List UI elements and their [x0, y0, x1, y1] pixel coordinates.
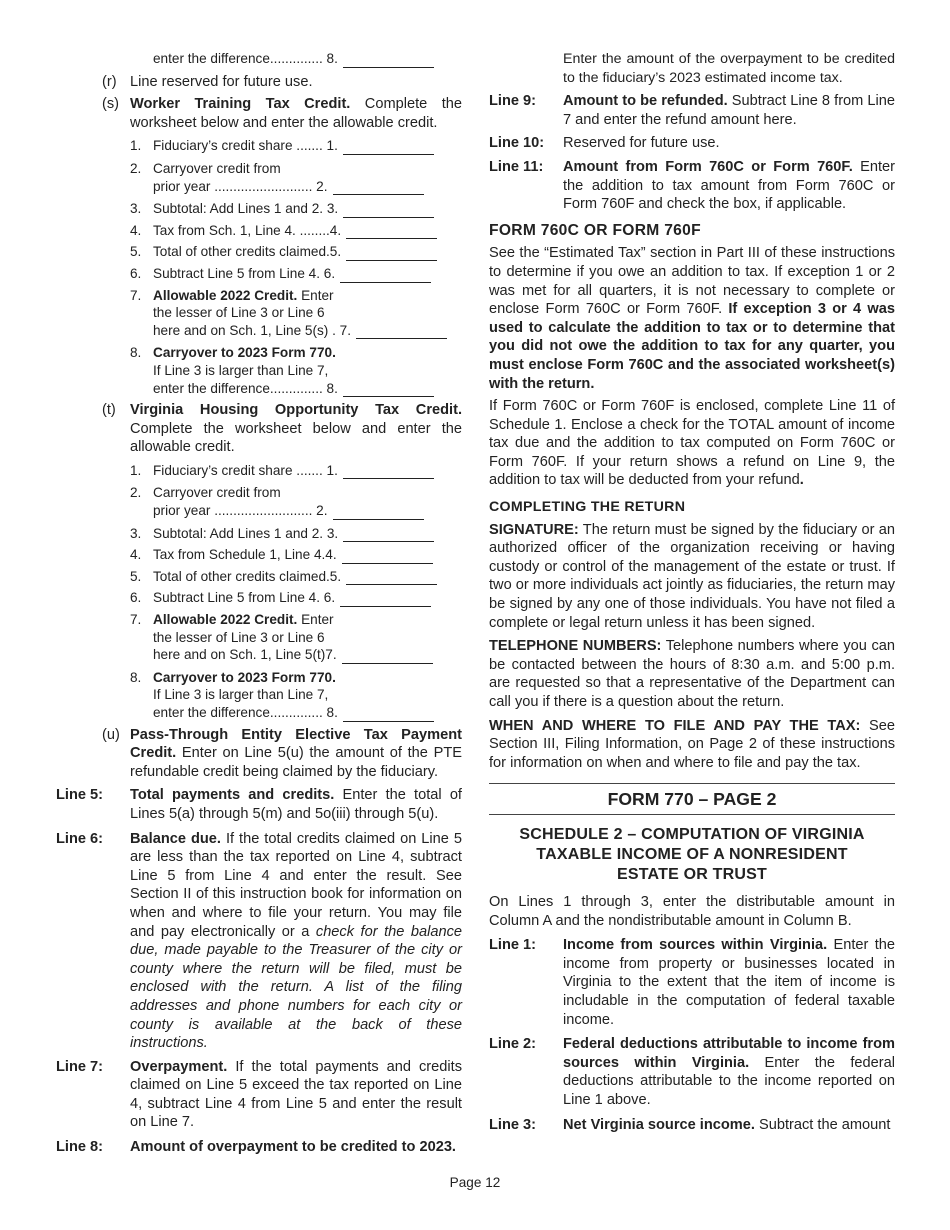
left-column: [56, 50, 462, 1157]
worksheet-row: 5. Total of other credits claimed.5.: [56, 568, 462, 586]
schedule-2-line-3: Line 3: Net Virginia source income. Subtract the amount: [489, 1116, 891, 1133]
item-s-title: Worker Training Tax Credit.: [130, 96, 351, 113]
entry-blank: [356, 324, 447, 339]
telephone-paragraph: TELEPHONE NUMBERS: Telephone numbers where you can be contacted between the hours of 8:30 a.m. and 5:00 p.m. are requested so that a representative of the Department can call you if there is a question about the return.: [489, 638, 896, 710]
worksheet-row: 2. Carryover credit from prior year .......................... 2.: [56, 484, 462, 519]
form-770-page-2-header: FORM 770 – PAGE 2: [607, 789, 777, 810]
entry-blank: [343, 707, 434, 722]
worksheet-row: 6. Subtract Line 5 from Line 4. 6.: [56, 589, 462, 607]
worksheet-row: 3. Subtotal: Add Lines 1 and 2. 3.: [56, 200, 462, 218]
schedule-2-heading: SCHEDULE 2 – COMPUTATION OF VIRGINIA TAXABLE INCOME OF A NONRESIDENT ESTATE OR TRUST: [519, 825, 865, 883]
line-11: Line 11: Amount from Form 760C or Form 760F. Enter the addition to tax amount from Form 760C or Form 760F and check the box, if applicable.: [489, 158, 896, 213]
form-760c-paragraph-2: If Form 760C or Form 760F is enclosed, complete Line 11 of Schedule 1. Enclose a check for the TOTAL amount of income tax due and the addition to tax computed on Form 760C or Form 760F. If your return shows a refund on Line 9, the addition to tax will be deducted from your refund.: [489, 398, 895, 489]
line-5: Line 5: Total payments and credits. Enter the total of Lines 5(a) through 5(m) and 5o(iii) through 5(u).: [56, 787, 462, 822]
entry-blank: [343, 464, 434, 479]
line-8-continued: Enter the amount of the overpayment to be credited to the fiduciary’s 2023 estimated income tax.: [563, 51, 895, 86]
entry-blank: [346, 224, 437, 239]
item-t-title: Virginia Housing Opportunity Tax Credit.: [130, 402, 462, 419]
signature-paragraph: SIGNATURE: The return must be signed by the fiduciary or an authorized officer of the organization receiving or having custody or control of the management of the estate or trust. If two or more individuals act jointly as fiduciaries, the return may be signed by any one of those individuals. You have not filed a complete or legal return unless it has been signed.: [489, 521, 895, 631]
line-10: Line 10: Reserved for future use.: [489, 135, 720, 152]
worksheet-row: 8. Carryover to 2023 Form 770. If Line 3 is larger than Line 7, enter the difference.............. 8.: [56, 344, 462, 397]
when-where-paragraph: WHEN AND WHERE TO FILE AND PAY THE TAX: See Section III, Filing Information, on Page 2 of these instructions for information on when and where to file and pay the tax.: [489, 717, 895, 771]
form-760c-paragraph: See the “Estimated Tax” section in Part III of these instructions to determine if you owe an addition to tax. If exception 1 or 2 was met for all quarters, it is not necessary to complete or enclose Form 760C or Form 760F. If exception 3 or 4 was used to calculate the addition to tax or to determine that you did not owe the addition to tax for any quarter, you must enclose Form 760C and the associated worksheet(s) with the return.: [489, 245, 895, 392]
entry-blank: [340, 268, 431, 283]
page-number: Page 12: [449, 1175, 501, 1190]
item-t: (t) Virginia Housing Opportunity Tax Credit. Complete the worksheet below and enter the allowable credit.: [102, 402, 462, 456]
entry-blank: [340, 592, 431, 607]
entry-blank: [343, 382, 434, 397]
item-u-title: Pass-Through Entity Elective Tax Payment Credit.: [130, 726, 462, 762]
worksheet-row: 6. Subtract Line 5 from Line 4. 6.: [56, 265, 462, 283]
line-6: Line 6: Balance due. If the total credits claimed on Line 5 are less than the tax reported on Line 4, subtract Line 5 from Line 4 and enter the result. See Section II of this instruction book for information on when and where to file your return. You may file and pay electronically or a check for the balance due, made payable to the Treasurer of the city or county where the return will be filed, must be enclosed with the return. A list of the filing addresses and phone numbers for each city or county is available at the back of these instructions.: [56, 830, 462, 1052]
worksheet-row: 1. Fiduciary’s credit share ....... 1.: [56, 137, 462, 155]
worksheet-row: 4. Tax from Schedule 1, Line 4.4.: [56, 546, 462, 564]
item-s: (s) Worker Training Tax Credit. Complete the worksheet below and enter the allowable credit.: [102, 96, 462, 131]
schedule-2-line-1: Line 1: Income from sources within Virginia. Enter the income from property or businesses located in Virginia to the extent that the item of income is includable in the computation of federal taxable income.: [489, 937, 895, 1028]
completing-return-heading: COMPLETING THE RETURN: [489, 499, 686, 516]
worksheet-row: 1. Fiduciary’s credit share ....... 1.: [56, 462, 462, 480]
line-9: Line 9: Amount to be refunded. Subtract Line 8 from Line 7 and enter the refund amount here.: [489, 93, 896, 128]
worksheet-q-line-8-tail: enter the difference.............. 8.: [56, 50, 462, 68]
entry-blank: [346, 570, 437, 585]
entry-blank: [342, 649, 433, 664]
item-u: (u) Pass-Through Entity Elective Tax Payment Credit. Enter on Line 5(u) the amount of the PTE refundable credit being claimed by the fiduciary.: [102, 726, 462, 780]
entry-blank: [343, 203, 434, 218]
worksheet-row: 7. Allowable 2022 Credit. Enter the lesser of Line 3 or Line 6 here and on Sch. 1, Line 5(t)7.: [56, 611, 462, 664]
worksheet-s: [56, 137, 462, 397]
entry-blank: [333, 505, 424, 520]
worksheet-row: 4. Tax from Sch. 1, Line 4. ........4.: [56, 222, 462, 240]
entry-blank: [343, 140, 434, 155]
divider-bottom: [489, 814, 895, 815]
schedule-2-intro: On Lines 1 through 3, enter the distributable amount in Column A and the nondistributable amount in Column B.: [489, 893, 895, 929]
worksheet-row: 3. Subtotal: Add Lines 1 and 2. 3.: [56, 525, 462, 543]
form-760c-heading: FORM 760C OR FORM 760F: [489, 221, 701, 239]
line-7: Line 7: Overpayment. If the total payments and credits claimed on Line 5 exceed the tax reported on Line 4, subtract Line 4 from Line 5 and enter the result on Line 7.: [56, 1058, 462, 1131]
line-8: Line 8: Amount of overpayment to be credited to 2023.: [56, 1139, 456, 1156]
worksheet-row: 7. Allowable 2022 Credit. Enter the lesser of Line 3 or Line 6 here and on Sch. 1, Line 5(s) . 7.: [56, 287, 462, 340]
right-column: [489, 50, 895, 1134]
entry-blank: [343, 527, 434, 542]
item-r: (r) Line reserved for future use.: [102, 73, 313, 90]
worksheet-t: [56, 462, 462, 722]
entry-blank: [346, 246, 437, 261]
worksheet-row: 8. Carryover to 2023 Form 770. If Line 3 is larger than Line 7, enter the difference.............. 8.: [56, 669, 462, 722]
entry-blank: [343, 53, 434, 68]
worksheet-row: 2. Carryover credit from prior year .......................... 2.: [56, 160, 462, 195]
schedule-2-line-2: Line 2: Federal deductions attributable to income from sources within Virginia. Enter the federal deductions attributable to the income reported on Line 1 above.: [489, 1036, 895, 1108]
worksheet-row: 5. Total of other credits claimed.5.: [56, 243, 462, 261]
entry-blank: [333, 180, 424, 195]
entry-blank: [342, 549, 433, 564]
